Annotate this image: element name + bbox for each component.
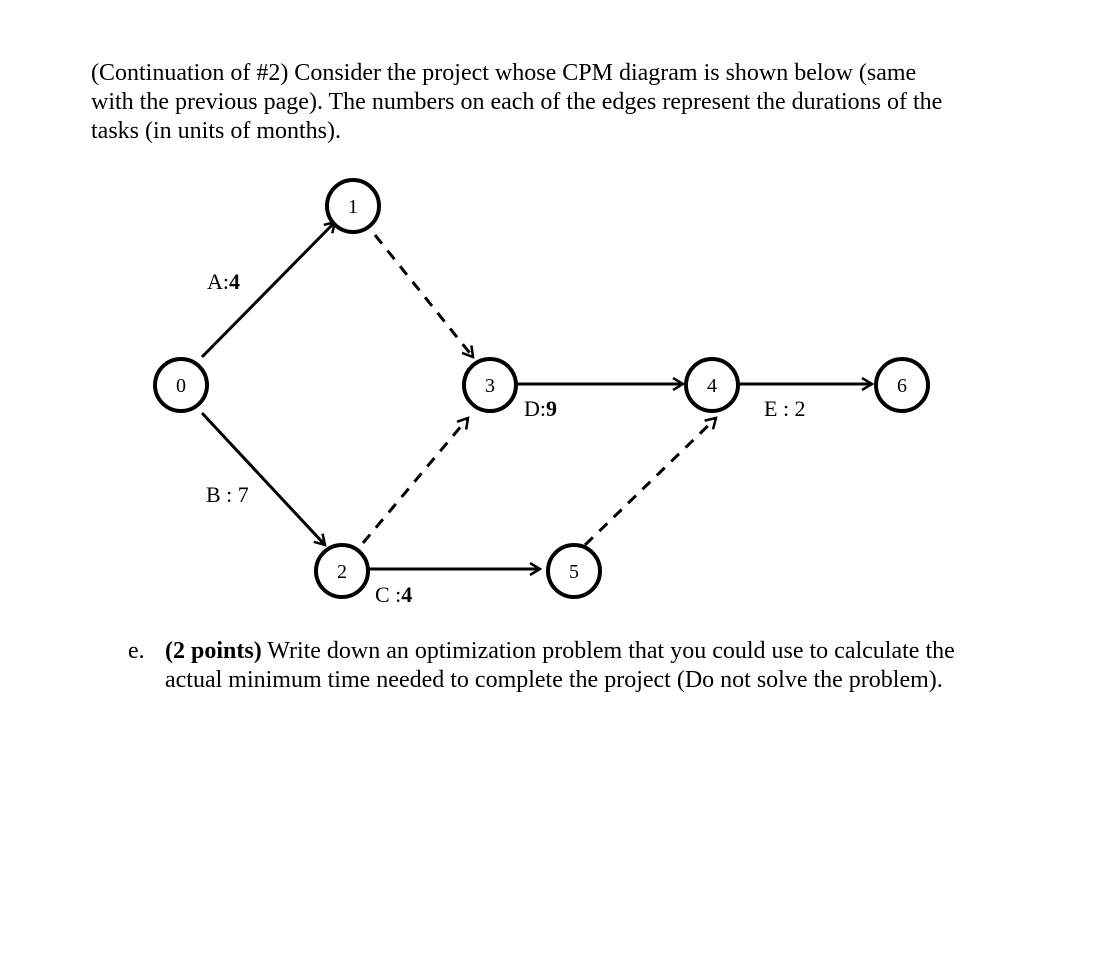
edge-label-a: [207, 269, 240, 294]
intro-line-3: tasks (in units of months).: [91, 118, 341, 144]
question-line-1: [165, 637, 955, 666]
intro-line-2: with the previous page). The numbers on each of the edges represent the durations of the: [91, 89, 943, 115]
node-1: [327, 180, 379, 232]
question-line-1-text: Write down an optimization problem that you could use to calculate the: [261, 638, 955, 664]
node-3-label: 3: [485, 375, 495, 397]
edge-label-c-task: C :: [375, 582, 402, 607]
question-points: (2 points): [165, 638, 262, 664]
edge-label-c: [375, 582, 412, 607]
question-body: [165, 637, 955, 695]
edge-label-a-task: A:: [207, 269, 229, 294]
node-1-label: 1: [348, 196, 358, 218]
edge-1-3-dummy: [375, 235, 473, 357]
node-0-label: 0: [176, 375, 186, 397]
node-6-label: 6: [897, 375, 907, 397]
node-5-label: 5: [569, 561, 579, 583]
edge-label-d: [524, 396, 557, 421]
question-marker: e.: [128, 638, 145, 664]
node-3: [464, 359, 516, 411]
edge-label-b: B : 7: [206, 482, 249, 507]
node-6: [876, 359, 928, 411]
edge-0-2: [202, 413, 325, 545]
edge-label-d-task: D:: [524, 396, 546, 421]
edge-2-3-dummy: [363, 418, 468, 543]
node-2: [316, 545, 368, 597]
edge-label-a-duration: 4: [229, 269, 240, 294]
node-0: [155, 359, 207, 411]
edge-5-4-dummy: [585, 418, 716, 545]
edge-label-e: E : 2: [764, 396, 806, 421]
question-line-2: actual minimum time needed to complete the project (Do not solve the problem).: [165, 667, 943, 693]
node-4: [686, 359, 738, 411]
edge-label-d-duration: 9: [546, 396, 557, 421]
node-4-label: 4: [707, 375, 717, 397]
edge-label-c-duration: 4: [401, 582, 413, 607]
node-5: [548, 545, 600, 597]
intro-line-1: (Continuation of #2) Consider the project whose CPM diagram is shown below (same: [91, 60, 917, 86]
node-2-label: 2: [337, 561, 347, 583]
